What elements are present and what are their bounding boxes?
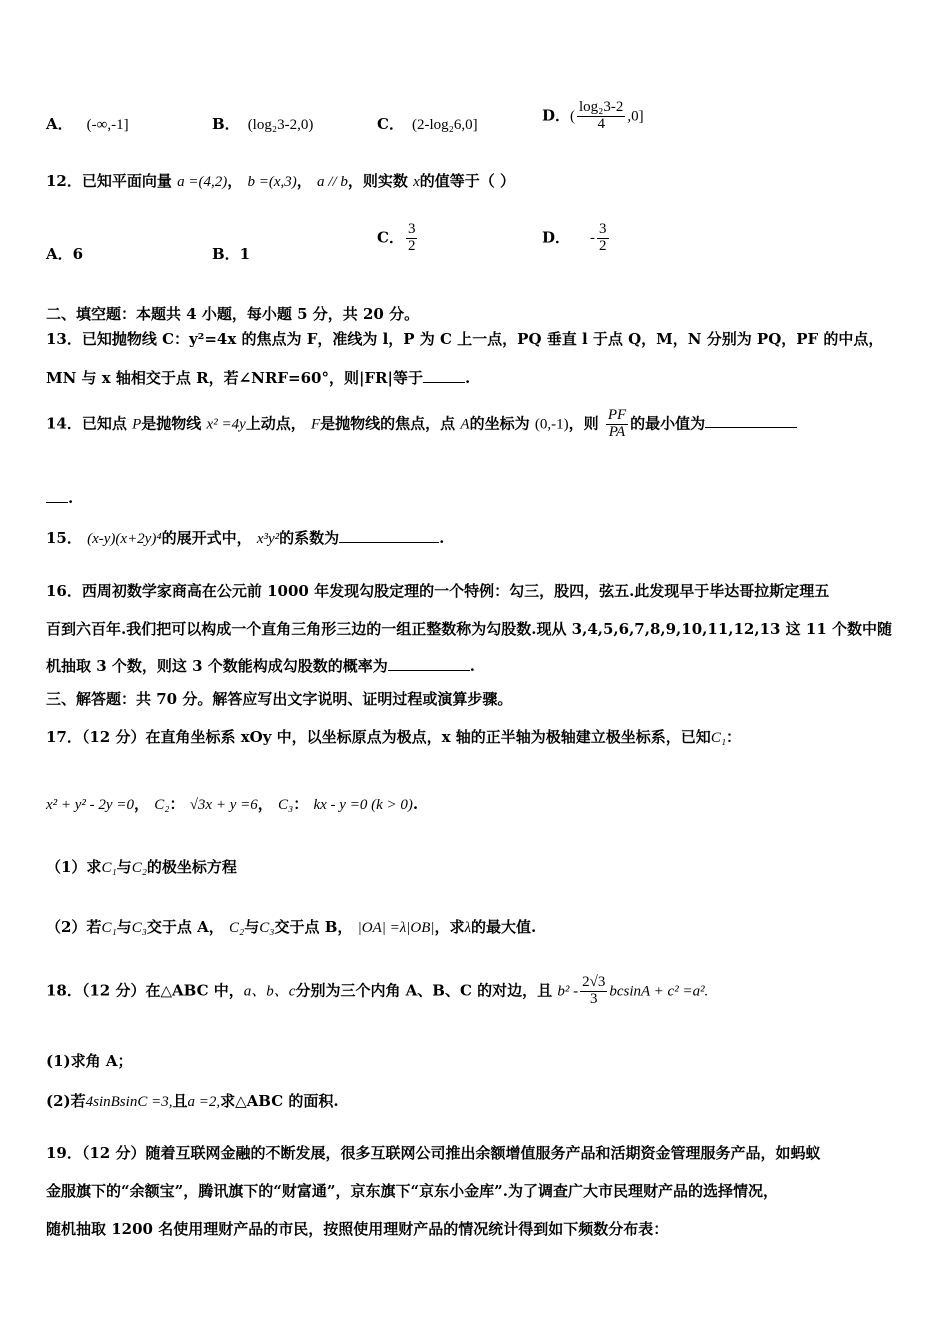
q12-option-d: D． - $\frac{3}{2}$	[542, 221, 607, 254]
section-fill-in-heading: 二、填空题：本题共 4 小题，每小题 5 分，共 20 分。	[46, 305, 420, 323]
ratio-pf-pa: $\frac{PF}{PA}$	[607, 407, 627, 440]
parallel-condition: a // b	[317, 174, 348, 190]
question-15: 15． (x-y)(x+2y)⁴的展开式中， x³y²的系数为 .	[46, 529, 445, 547]
condition-equation: b² -	[557, 983, 579, 1000]
question-17-line-1: 17．（12 分）在直角坐标系 xOy 中，以坐标原点为极点，x 轴的正半轴为极轴建立极坐标系，已知C₁：	[46, 728, 742, 746]
q12-option-b: B．1	[212, 245, 251, 263]
question-17-part-2: （2）若C₁与C₃交于点 A， C₂与C₃交于点 B， |OA| =λ|OB|，求λ的最大值.	[46, 918, 537, 936]
question-17-part-1: （1）求C₁与C₂的极坐标方程	[46, 858, 237, 876]
question-17-curves: x² + y² - 2y =0， C₂： √3x + y =6， C₃： kx - y =0 (k > 0).	[46, 795, 419, 813]
question-12: 12．已知平面向量 a =(4,2)， b =(x,3)， a // b，则实数 x的值等于（ ）	[46, 172, 516, 190]
vector-a: a =(4,2)	[177, 174, 228, 190]
q12-option-c: C． $\frac{3}{2}$	[377, 221, 416, 254]
section-solutions-heading: 三、解答题：共 70 分。解答应写出文字说明、证明过程或演算步骤。	[46, 690, 513, 708]
target-term: x³y²	[256, 531, 280, 547]
question-18-part-1: (1)求角 A；	[46, 1052, 133, 1070]
question-13-line-1: 13．已知抛物线 C：y²=4x 的焦点为 F，准线为 l，P 为 C 上一点，PQ 垂直 l 于点 Q，M，N 分别为 PQ，PF 的中点，	[46, 330, 884, 348]
q11-option-a: A． (-∞,-1]	[46, 115, 129, 133]
question-19-line-1: 19．（12 分）随着互联网金融的不断发展，很多互联网公司推出余额增值服务产品和活期资金管理服务产品，如蚂蚁	[46, 1144, 821, 1162]
question-14: 14．已知点 P是抛物线 x² =4y上动点， F是抛物线的焦点，点 A的坐标为 (0,-1)，则 $\frac{PF}{PA}$ 的最小值为	[46, 408, 797, 441]
question-18: 18．（12 分）在△ABC 中，a、b、c分别为三个内角 A、B、C 的对边，且 b² - $\frac{2√3}{3}$ bcsinA + c² =a².	[46, 974, 709, 1007]
vector-b: b =(x,3)	[247, 174, 297, 190]
q11-option-d: D．( $\frac{\text{log₂3-2}}{4}$ ,0]	[542, 99, 644, 132]
answer-blank	[705, 413, 797, 428]
q11-option-c: C． (2-log₂6,0]	[377, 115, 478, 133]
parabola-equation: x² =4y	[206, 416, 246, 433]
q12-option-a: A．6	[46, 245, 84, 263]
question-13-line-2: MN 与 x 轴相交于点 R，若∠NRF=60°，则|FR|等于 .	[46, 369, 471, 387]
question-16-line-2: 百到六百年.我们把可以构成一个直角三角形三边的一组正整数称为勾股数.现从 3,4,5,6,7,8,9,10,11,12,13 这 11 个数中随	[46, 620, 892, 638]
question-16-line-3: 机抽取 3 个数，则这 3 个数能构成勾股数的概率为 .	[46, 657, 475, 675]
question-18-part-2: (2)若4sinBsinC =3,且a =2,求△ABC 的面积.	[46, 1092, 339, 1110]
oa-ob-relation: |OA| =λ|OB|	[357, 920, 435, 936]
curve-c1-equation: x² + y² - 2y =0	[46, 797, 134, 813]
question-14-blank-continuation: .	[46, 488, 73, 507]
question-16-line-1: 16．西周初数学家商高在公元前 1000 年发现勾股定理的一个特例：勾三，股四，弦五.此发现早于毕达哥拉斯定理五	[46, 582, 830, 600]
answer-blank	[46, 488, 68, 503]
curve-c3-equation: kx - y =0 (k > 0)	[313, 797, 413, 813]
answer-blank	[339, 528, 439, 543]
binomial-expression: (x-y)(x+2y)⁴	[87, 531, 162, 547]
question-19-line-2: 金服旗下的“余额宝”，腾讯旗下的“财富通”，京东旗下“京东小金库”.为了调查广大市民理财产品的选择情况，	[46, 1182, 778, 1200]
q11-option-b: B． (log₂3-2,0)	[212, 115, 314, 133]
answer-blank	[388, 656, 470, 671]
answer-blank	[423, 368, 465, 383]
question-19-line-3: 随机抽取 1200 名使用理财产品的市民，按照使用理财产品的情况统计得到如下频数分布表：	[46, 1220, 669, 1238]
curve-c2-equation: √3x + y =6	[189, 797, 258, 813]
